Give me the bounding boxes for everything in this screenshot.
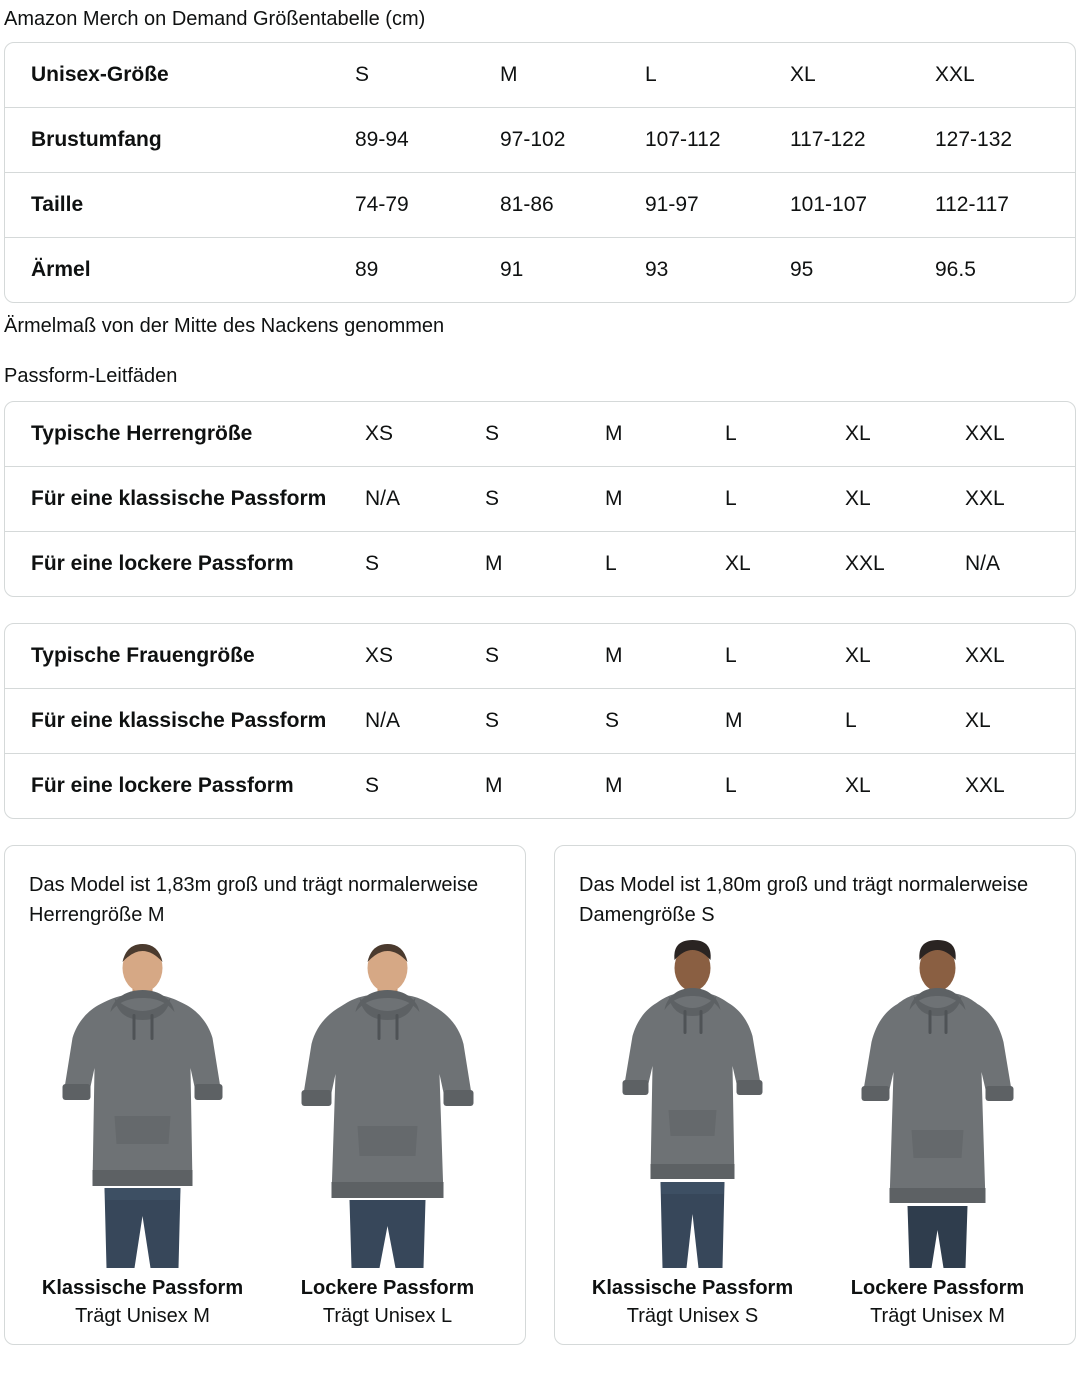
figure-men-relaxed	[270, 938, 505, 1330]
table-row	[5, 402, 1076, 467]
figure-fit-label: Klassische Passform	[591, 1277, 794, 1299]
cell: XL	[845, 422, 871, 445]
cell: L	[725, 644, 737, 667]
cell: M	[725, 689, 845, 754]
cell: L	[725, 467, 845, 532]
cell: M	[605, 754, 725, 819]
cell: 112-117	[935, 173, 1076, 238]
cell: 127-132	[935, 108, 1076, 173]
row-label: Für eine klassische Passform	[5, 689, 365, 754]
cell: S	[485, 644, 500, 667]
womens-fit-table-card	[4, 623, 1076, 819]
cell: 89	[355, 238, 500, 303]
womens-fit-table	[5, 624, 1076, 818]
cell: S	[485, 689, 605, 754]
cell: 74-79	[355, 173, 500, 238]
row-label: Typische Frauengröße	[31, 644, 255, 667]
cell: XL	[845, 467, 965, 532]
cell: XL	[790, 63, 816, 86]
cell: XXL	[965, 644, 1005, 667]
row-label: Brustumfang	[5, 108, 355, 173]
row-label: Ärmel	[5, 238, 355, 303]
cell: M	[605, 644, 623, 667]
cell: N/A	[965, 532, 1076, 597]
figure-women-relaxed	[820, 938, 1055, 1330]
figure-women-classic	[575, 938, 810, 1330]
row-label: Typische Herrengröße	[31, 422, 253, 445]
cell: XXL	[845, 532, 965, 597]
cell: S	[485, 467, 605, 532]
cell: L	[645, 63, 657, 86]
cell: 107-112	[645, 108, 790, 173]
cell: XL	[845, 644, 871, 667]
cell: S	[355, 63, 370, 86]
cell: XXL	[965, 422, 1005, 445]
table-row	[5, 43, 1076, 108]
cell: 117-122	[790, 108, 935, 173]
cell: S	[485, 422, 500, 445]
cell: XXL	[935, 63, 975, 86]
hoodie-male-relaxed-image	[270, 938, 505, 1268]
table-row	[5, 173, 1076, 238]
cell: S	[365, 754, 485, 819]
figure-wears-label: Trägt Unisex M	[870, 1305, 1005, 1327]
table-row	[5, 108, 1076, 173]
figure-row	[575, 938, 1055, 1330]
cell: XXL	[965, 467, 1076, 532]
cell: M	[500, 63, 518, 86]
hoodie-male-classic-image	[25, 938, 260, 1268]
table-row	[5, 238, 1076, 303]
cell: 97-102	[500, 108, 645, 173]
cell: N/A	[365, 467, 485, 532]
mens-fit-table-card	[4, 401, 1076, 597]
cell: 95	[790, 238, 935, 303]
cell: M	[485, 532, 605, 597]
row-label: Taille	[5, 173, 355, 238]
table-row	[5, 532, 1076, 597]
hoodie-female-classic-image	[575, 938, 810, 1268]
model-card-men	[4, 845, 526, 1345]
cell: L	[725, 754, 845, 819]
figure-wears-label: Trägt Unisex S	[626, 1305, 759, 1327]
model-cards	[4, 845, 1076, 1345]
page-title: Amazon Merch on Demand Größentabelle (cm)	[4, 8, 426, 30]
figure-fit-label: Lockere Passform	[300, 1277, 475, 1299]
cell: 89-94	[355, 108, 500, 173]
cell: M	[485, 754, 605, 819]
cell: XS	[365, 422, 394, 445]
cell: L	[845, 689, 965, 754]
cell: N/A	[365, 689, 485, 754]
cell: XL	[965, 689, 1076, 754]
cell: XS	[365, 644, 394, 667]
row-label: Für eine lockere Passform	[5, 754, 365, 819]
cell: M	[605, 422, 623, 445]
cell: L	[605, 532, 725, 597]
cell: 101-107	[790, 173, 935, 238]
figure-men-classic	[25, 938, 260, 1330]
figure-row	[25, 938, 505, 1330]
hoodie-female-relaxed-image	[820, 938, 1055, 1268]
fit-guides-label: Passform-Leitfäden	[4, 365, 178, 387]
cell: L	[725, 422, 737, 445]
cell: XXL	[965, 754, 1076, 819]
cell: XL	[845, 754, 965, 819]
model-description: Das Model ist 1,83m groß und trägt normalerweise Herrengröße M	[29, 874, 479, 926]
mens-fit-table	[5, 402, 1076, 596]
cell: S	[365, 532, 485, 597]
cell: 93	[645, 238, 790, 303]
cell: 91	[500, 238, 645, 303]
cell: M	[605, 467, 725, 532]
figure-wears-label: Trägt Unisex M	[75, 1305, 210, 1327]
cell: XL	[725, 532, 845, 597]
model-description: Das Model ist 1,80m groß und trägt normalerweise Damengröße S	[579, 874, 1029, 926]
row-label: Für eine klassische Passform	[5, 467, 365, 532]
cell: 96.5	[935, 238, 1076, 303]
row-label: Unisex-Größe	[31, 63, 169, 86]
cell: S	[605, 689, 725, 754]
cell: 91-97	[645, 173, 790, 238]
table-row	[5, 624, 1076, 689]
table-row	[5, 467, 1076, 532]
figure-wears-label: Trägt Unisex L	[322, 1305, 453, 1327]
figure-fit-label: Lockere Passform	[850, 1277, 1025, 1299]
size-table	[5, 43, 1076, 302]
table-row	[5, 754, 1076, 819]
row-label: Für eine lockere Passform	[5, 532, 365, 597]
size-table-card	[4, 42, 1076, 303]
figure-fit-label: Klassische Passform	[41, 1277, 244, 1299]
model-card-women	[554, 845, 1076, 1345]
cell: 81-86	[500, 173, 645, 238]
table-row	[5, 689, 1076, 754]
sleeve-measure-note: Ärmelmaß von der Mitte des Nackens genommen	[4, 315, 445, 337]
